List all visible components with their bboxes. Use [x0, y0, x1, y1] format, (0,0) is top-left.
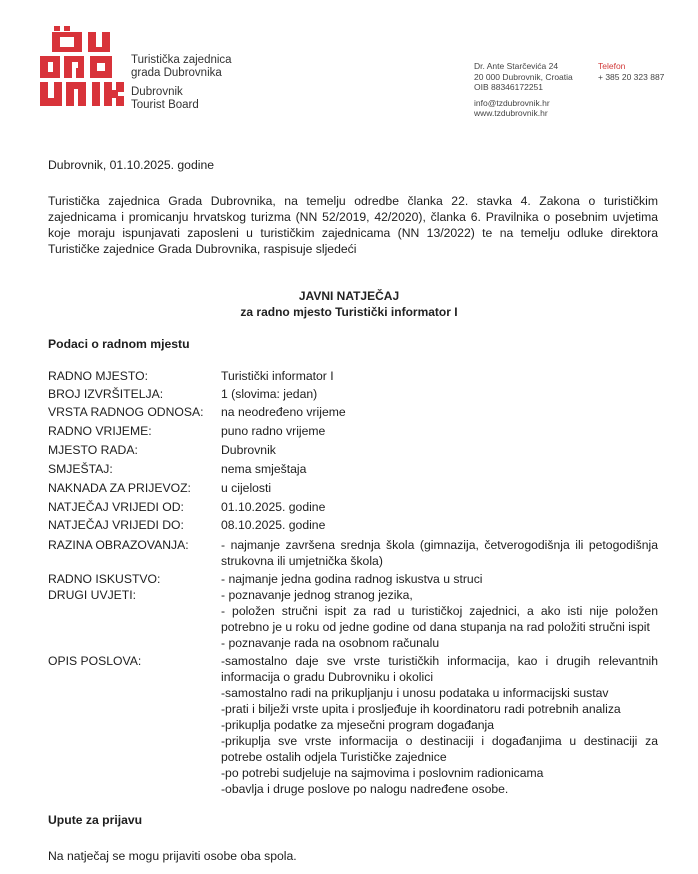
section-heading-job-details: Podaci o radnom mjestu [48, 337, 190, 351]
detail-value: Turistički informator I [221, 369, 334, 383]
email-link[interactable]: info@tzdubrovnik.hr [474, 97, 550, 108]
detail-label: RADNO VRIJEME: [48, 424, 152, 438]
detail-value: nema smještaja [221, 462, 307, 476]
document-title: JAVNI NATJEČAJ [298, 289, 400, 303]
detail-value: - položen stručni ispit za rad u turističkoj zajednici, a ako isti nije položen potrebno je u roku od jedne godine od dana stupanja na rad položiti stručni ispit [221, 604, 658, 634]
phone-label: Telefon [598, 61, 626, 71]
detail-label: NATJEČAJ VRIJEDI OD: [48, 500, 184, 514]
detail-label: SMJEŠTAJ: [48, 462, 113, 476]
detail-value: -obavlja i druge poslove po nalogu nadređene osobe. [221, 782, 509, 796]
dubrovnik-logo-icon [40, 26, 124, 106]
detail-value: na neodređeno vrijeme [221, 405, 346, 419]
detail-value: -samostalno daje sve vrste turističkih informacija, kao i drugih relevantnih informacija o gradu Dubrovniku i okolici [221, 654, 658, 684]
detail-label: MJESTO RADA: [48, 443, 138, 457]
detail-value: - najmanje završena srednja škola (gimnazija, četverogodišnja ili petogodišnja strukovna ili umjetnička škola) [221, 538, 658, 568]
section-heading-application: Upute za prijavu [48, 813, 143, 827]
detail-label: RADNO ISKUSTVO: [48, 572, 161, 586]
detail-label: OPIS POSLOVA: [48, 654, 142, 668]
address-line-1: Dr. Ante Starčevića 24 [474, 61, 559, 71]
detail-value: u cijelosti [221, 481, 272, 495]
org-line-3: Dubrovnik [131, 86, 183, 98]
detail-label: VRSTA RADNOG ODNOSA: [48, 405, 204, 419]
detail-value: -prati i bilježi vrste upita i prosljeđuje ih koordinatoru radi potrebnih analiza [221, 702, 621, 716]
address-line-3: OIB 88346172251 [474, 82, 544, 92]
detail-value: -prikuplja podatke za mjesečni program događanja [221, 718, 495, 732]
org-line-1: Turistička zajednica [131, 54, 232, 66]
intro-paragraph: Turistička zajednica Grada Dubrovnika, na temelju odredbe članka 22. stavka 4. Zakona o turističkim zajednicama i promicanju hrvatskog turizma (NN 52/2019, 42/2020), članka 6. Pravilnika o posebnim uvjetima koje moraju ispunjavati zaposleni u turističkim zajednicama (NN 13/2022) te na temelju odluke direktora Turističke zajednice Grada Dubrovnika, raspisuje sljedeći [48, 194, 658, 256]
detail-value: Dubrovnik [221, 443, 276, 457]
website-link[interactable]: www.tzdubrovnik.hr [474, 108, 548, 118]
detail-label: BROJ IZVRŠITELJA: [48, 387, 164, 401]
detail-label: DRUGI UVJETI: [48, 588, 137, 602]
detail-value: 1 (slovima: jedan) [221, 387, 318, 401]
detail-value: -po potrebi sudjeluje na sajmovima i poslovnim radionicama [221, 766, 544, 780]
detail-value: -samostalno radi na prikupljanju i unosu podataka u informacijski sustav [221, 686, 609, 700]
detail-value: - poznavanje rada na osobnom računalu [221, 636, 440, 650]
detail-value: - poznavanje jednog stranog jezika, [221, 588, 413, 602]
organization-name [131, 54, 232, 112]
closing-paragraph: Na natječaj se mogu prijaviti osobe oba spola. [48, 849, 297, 863]
detail-value: puno radno vrijeme [221, 424, 326, 438]
detail-value: -prikuplja sve vrste informacija o destinaciji i događanjima u destinaciji za potrebe ostalih odjela Turističke zajednice [221, 734, 658, 764]
detail-label: NAKNADA ZA PRIJEVOZ: [48, 481, 191, 495]
document-subtitle: za radno mjesto Turistički informator I [240, 305, 458, 319]
org-line-2: grada Dubrovnika [131, 67, 222, 79]
date-line: Dubrovnik, 01.10.2025. godine [48, 158, 215, 172]
detail-value: 01.10.2025. godine [221, 500, 326, 514]
detail-label: NATJEČAJ VRIJEDI DO: [48, 518, 184, 532]
detail-label: RADNO MJESTO: [48, 369, 148, 383]
detail-value: 08.10.2025. godine [221, 518, 326, 532]
phone-value: + 385 20 323 887 [598, 71, 665, 82]
detail-label: RAZINA OBRAZOVANJA: [48, 538, 189, 552]
address-line-2: 20 000 Dubrovnik, Croatia [474, 71, 573, 82]
org-line-4: Tourist Board [131, 99, 199, 111]
contact-block [474, 61, 573, 119]
phone-block [598, 61, 664, 82]
detail-value: - najmanje jedna godina radnog iskustva u struci [221, 572, 483, 586]
